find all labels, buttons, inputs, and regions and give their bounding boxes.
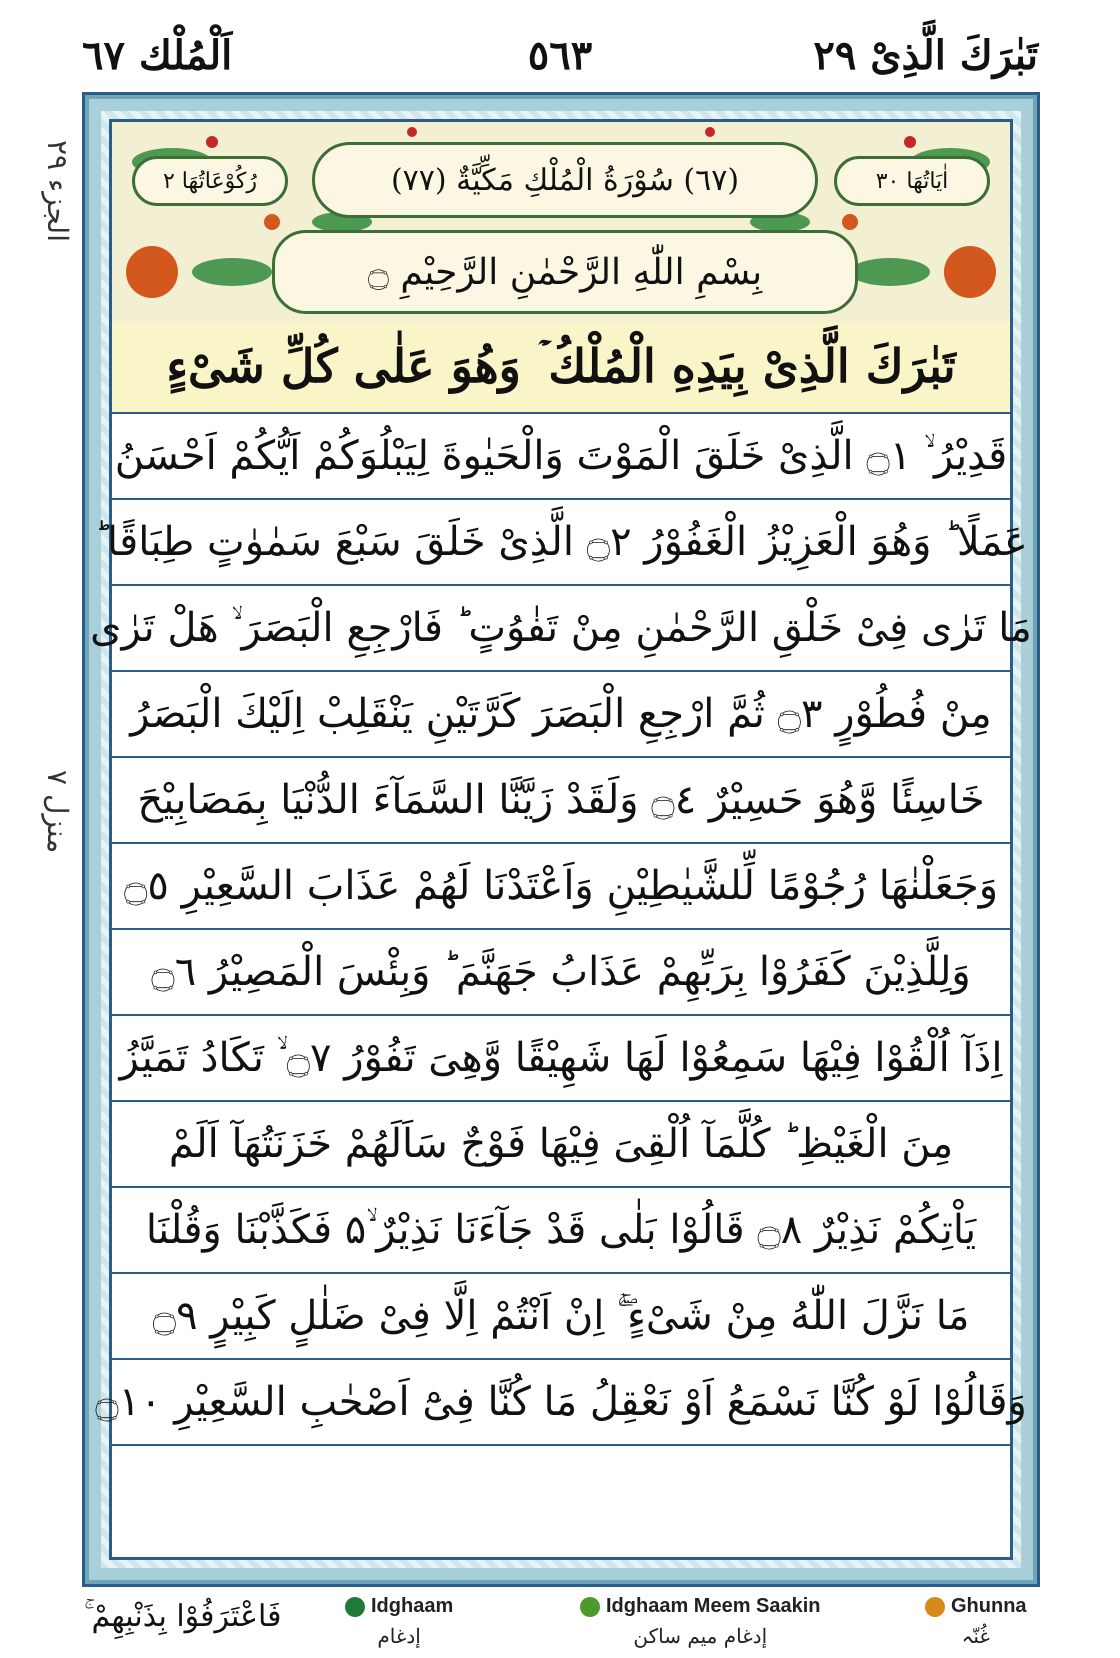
verse-line: وَلِلَّذِيْنَ كَفَرُوْا بِرَبِّهِمْ عَذَابُ جَهَنَّمَ ؕ وَبِئْسَ الْمَصِيْرُ ۝٦ (112, 930, 1010, 1016)
surah-title: اَلْمُلْك ٦٧ (82, 32, 233, 79)
light-green-dot-icon (580, 1597, 600, 1617)
text-area (90, 119, 1032, 1560)
side-manzil-label: منزل ٧ (41, 770, 74, 854)
surah-name-cartouche: (٦٧) سُوْرَةُ الْمُلْكِ مَكِّيَّةٌ (٧٧) (312, 142, 818, 218)
legend-item-ghunna (925, 1595, 1027, 1648)
bismillah: بِسْمِ اللّٰهِ الرَّحْمٰنِ الرَّحِيْمِ ۝ (272, 230, 858, 314)
legend-label-ur: إدغام (377, 1624, 421, 1648)
green-dot-icon (345, 1597, 365, 1617)
legend-label-ur: إدغام میم ساکن (633, 1624, 768, 1648)
legend-label-en: Ghunna (951, 1595, 1027, 1617)
tajweed-legend (0, 1595, 1120, 1658)
verse-line: مِنْ فُطُوْرٍ ۝٣ ثُمَّ ارْجِعِ الْبَصَرَ كَرَّتَيْنِ يَنْقَلِبْ اِلَيْكَ الْبَصَرُ (112, 672, 1010, 758)
legend-label-en: Idghaam Meem Saakin (606, 1595, 821, 1617)
verse-line: مَا نَزَّلَ اللّٰهُ مِنْ شَىْءٍ ۚۖ اِنْ اَنْتُمْ اِلَّا فِىْ ضَلٰلٍ كَبِيْرٍ ۝٩ (112, 1274, 1010, 1360)
catchword: فَاعْتَرَفُوْا بِذَنْبِهِمْ ۚ (84, 1599, 282, 1634)
side-juz-label: الجزء ٢٩ (41, 140, 74, 242)
verse-line: يَاْتِكُمْ نَذِيْرٌ ۝٨ قَالُوْا بَلٰى قَدْ جَآءَنَا نَذِيْرٌ ۙ۵ فَكَذَّبْنَا وَقُلْنَا (112, 1188, 1010, 1274)
verse-line: مَا تَرٰى فِىْ خَلْقِ الرَّحْمٰنِ مِنْ تَفٰوُتٍ ؕ فَارْجِعِ الْبَصَرَ ۙ هَلْ تَرٰى (112, 586, 1010, 672)
surah-title-block (112, 122, 1010, 322)
orange-dot-icon (925, 1597, 945, 1617)
legend-item-idghaam (345, 1595, 453, 1648)
page-frame (82, 92, 1040, 1587)
juz-title: تَبٰرَكَ الَّذِىْ ٢٩ (813, 32, 1038, 79)
verse-line: وَجَعَلْنٰهَا رُجُوْمًا لِّلشَّيٰطِيْنِ وَاَعْتَدْنَا لَهُمْ عَذَابَ السَّعِيْرِ ۝٥ (112, 844, 1010, 930)
legend-item-idghaam-meem-saakin (580, 1595, 821, 1648)
verse-line: قَدِيْرُ ۙ ۝١ الَّذِىْ خَلَقَ الْمَوْتَ وَالْحَيٰوةَ لِيَبْلُوَكُمْ اَيُّكُمْ اَحْسَنُ (112, 414, 1010, 500)
verse-line: اِذَآ اُلْقُوْا فِيْهَا سَمِعُوْا لَهَا شَهِيْقًا وَّهِىَ تَفُوْرُ ۝٧ ۙ تَكَادُ تَمَيَّزُ (112, 1016, 1010, 1102)
page-header (0, 0, 1120, 90)
verse-line: وَقَالُوْا لَوْ كُنَّا نَسْمَعُ اَوْ نَعْقِلُ مَا كُنَّا فِىْٓ اَصْحٰبِ السَّعِيْرِ ۝١٠ (112, 1360, 1010, 1446)
verse-line: خَاسِئًا وَّهُوَ حَسِيْرٌ ۝٤ وَلَقَدْ زَيَّنَّا السَّمَآءَ الدُّنْيَا بِمَصَابِيْحَ (112, 758, 1010, 844)
ruku-count: رُكُوْعَاتُهَا ٢ (132, 156, 288, 206)
verse-line: مِنَ الْغَيْظِ ؕ كُلَّمَآ اُلْقِىَ فِيْهَا فَوْجٌ سَاَلَهُمْ خَزَنَتُهَآ اَلَمْ (112, 1102, 1010, 1188)
legend-label-en: Idghaam (371, 1595, 454, 1617)
page-number: ٥٦٣ (527, 32, 593, 79)
ayat-count: اٰيَاتُهَا ٣٠ (834, 156, 990, 206)
verse-line: عَمَلًا ؕ وَهُوَ الْعَزِيْزُ الْغَفُوْرُ ۝٢ الَّذِىْ خَلَقَ سَبْعَ سَمٰوٰتٍ طِبَاقًا ؕ (112, 500, 1010, 586)
legend-label-ur: غُنّہ (961, 1624, 990, 1648)
verse-line: تَبٰرَكَ الَّذِىْ بِيَدِهِ الْمُلْكُ ۡ وَهُوَ عَلٰى كُلِّ شَىْءٍ (112, 322, 1010, 414)
